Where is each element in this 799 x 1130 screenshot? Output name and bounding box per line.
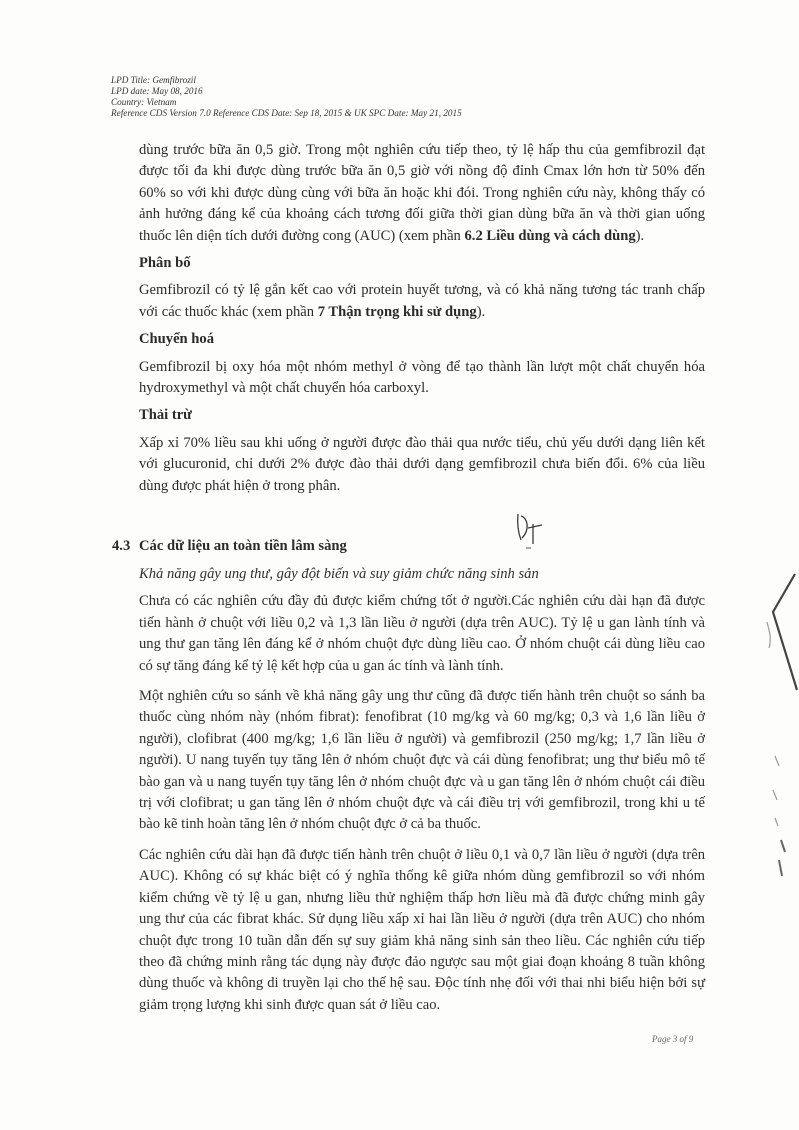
subsection-title: Khả năng gây ung thư, gây đột biến và suy giảm chức năng sinh sản <box>139 566 539 582</box>
document-header <box>111 75 462 119</box>
section-title: Các dữ liệu an toàn tiền lâm sàng <box>139 538 347 554</box>
absorption-paragraph: dùng trước bữa ăn 0,5 giờ. Trong một nghiên cứu tiếp theo, tỷ lệ hấp thu của gemfibrozil đạt được tối đa khi được dùng trước bữa ăn 0,5 giờ với nồng độ đỉnh Cmax lớn hơn từ 50% đến 60% so với khi được dùng cùng với bữa ăn hoặc khi đói. Trong nghiên cứu này, không thấy có ảnh hưởng đáng kể của khoảng cách tương đối giữa thời gian dùng bữa ăn và thời gian uống thuốc lên diện tích dưới đường cong (AUC) (xem phần 6.2 Liều dùng và cách dùng). <box>139 142 705 244</box>
margin-stamp-marks <box>745 560 799 895</box>
section-heading-4-3 <box>112 536 712 557</box>
dosage-reference: 6.2 Liều dùng và cách dùng <box>464 227 636 244</box>
handwritten-annotation <box>512 508 552 559</box>
metabolism-paragraph: Gemfibrozil bị oxy hóa một nhóm methyl ở vòng để tạo thành lần lượt một chất chuyển hóa hydroxymethyl và một chất chuyển hóa carboxyl. <box>139 358 705 397</box>
elimination-heading: Thải trừ <box>139 407 192 424</box>
section-number: 4.3 <box>112 538 131 554</box>
paragraph-3: Các nghiên cứu dài hạn đã được tiến hành trên chuột ở liều 0,1 và 0,7 lần liều ở người (dựa trên AUC). Không có sự khác biệt có ý nghĩa thống kê giữa nhóm dùng gemfibrozil so với nhóm kiểm chứng về tỷ lệ u gan, nhưng liều thử nghiệm thấp hơn liều mà đã được chứng minh gây ung thư của các fibrat khác. Sử dụng liều xấp xỉ hai lần liều ở người (dựa trên AUC) cho nhóm chuột đực trong 10 tuần dẫn đến sự suy giảm khả năng sinh sản theo liều. Các nghiên cứu tiếp theo đã chứng minh rằng tác dụng này được đảo ngược sau một giai đoạn khoảng 8 tuần không dùng thuốc và không di truyền lại cho thế hệ sau. Độc tính nhẹ đối với thai nhi biểu hiện bởi sự giảm trọng lượng khi sinh được quan sát ở liều cao. <box>139 846 705 1013</box>
elimination-paragraph: Xấp xỉ 70% liều sau khi uống ở người được đào thải qua nước tiểu, chủ yếu dưới dạng liên kết với glucuronid, chỉ dưới 2% được đào thải dưới dạng gemfibrozil chưa biến đổi. 6% của liều dùng được phát hiện ở trong phân. <box>139 434 705 494</box>
pharmacokinetics-section <box>139 140 705 497</box>
distribution-paragraph: Gemfibrozil có tỷ lệ gắn kết cao với protein huyết tương, và có khả năng tương tác tranh chấp với các thuốc khác (xem phần 7 Thận trọng khi sử dụng). <box>139 282 705 320</box>
preclinical-section <box>139 564 705 1016</box>
header-title: LPD Title: Gemfibrozil <box>111 75 196 85</box>
page-number: Page 3 of 9 <box>652 1034 694 1044</box>
header-country: Country: Vietnam <box>111 97 177 107</box>
paragraph-1: Chưa có các nghiên cứu đầy đủ được kiểm chứng tốt ở người.Các nghiên cứu dài hạn đã được tiến hành ở chuột với liều 0,2 và 1,3 lần liều ở người (dựa trên AUC). Tỷ lệ u gan lành tính và ung thư gan tăng lên đáng kể ở nhóm chuột đực dùng liều cao. Ở nhóm chuột cái dùng liều cao có sự tăng đáng kể tỷ lệ kết hợp của u gan ác tính và lành tính. <box>139 593 705 674</box>
metabolism-heading: Chuyển hoá <box>139 331 215 348</box>
distribution-heading: Phân bố <box>139 255 191 272</box>
paragraph-2: Một nghiên cứu so sánh về khả năng gây ung thư cũng đã được tiến hành trên chuột so sánh ba thuốc cùng nhóm này (nhóm fibrat): fenofibrat (10 mg/kg và 60 mg/kg; 0,3 và 1,6 lần liều ở người), clofibrat (400 mg/kg; 1,6 lần liều ở người) và gemfibrozil (250 mg/kg; 1,7 lần liều ở người). U nang tuyến tụy tăng lên ở nhóm chuột đực và cái dùng fenofibrat; ung thư biểu mô tế bào gan và u nang tuyến tụy tăng lên ở nhóm chuột đực và u gan tăng lên ở nhóm chuột cái điều trị với clofibrat; u gan tăng lên ở nhóm chuột đực và cái điều trị với gemfibrozil, trong khi u tế bào kẽ tinh hoàn tăng lên ở nhóm chuột đực ở cả ba thuốc. <box>139 688 705 833</box>
header-reference: Reference CDS Version 7.0 Reference CDS Date: Sep 18, 2015 & UK SPC Date: May 21, 2015 <box>111 108 462 118</box>
header-date: LPD date: May 08, 2016 <box>111 86 203 96</box>
precautions-reference: 7 Thận trọng khi sử dụng <box>317 303 477 320</box>
